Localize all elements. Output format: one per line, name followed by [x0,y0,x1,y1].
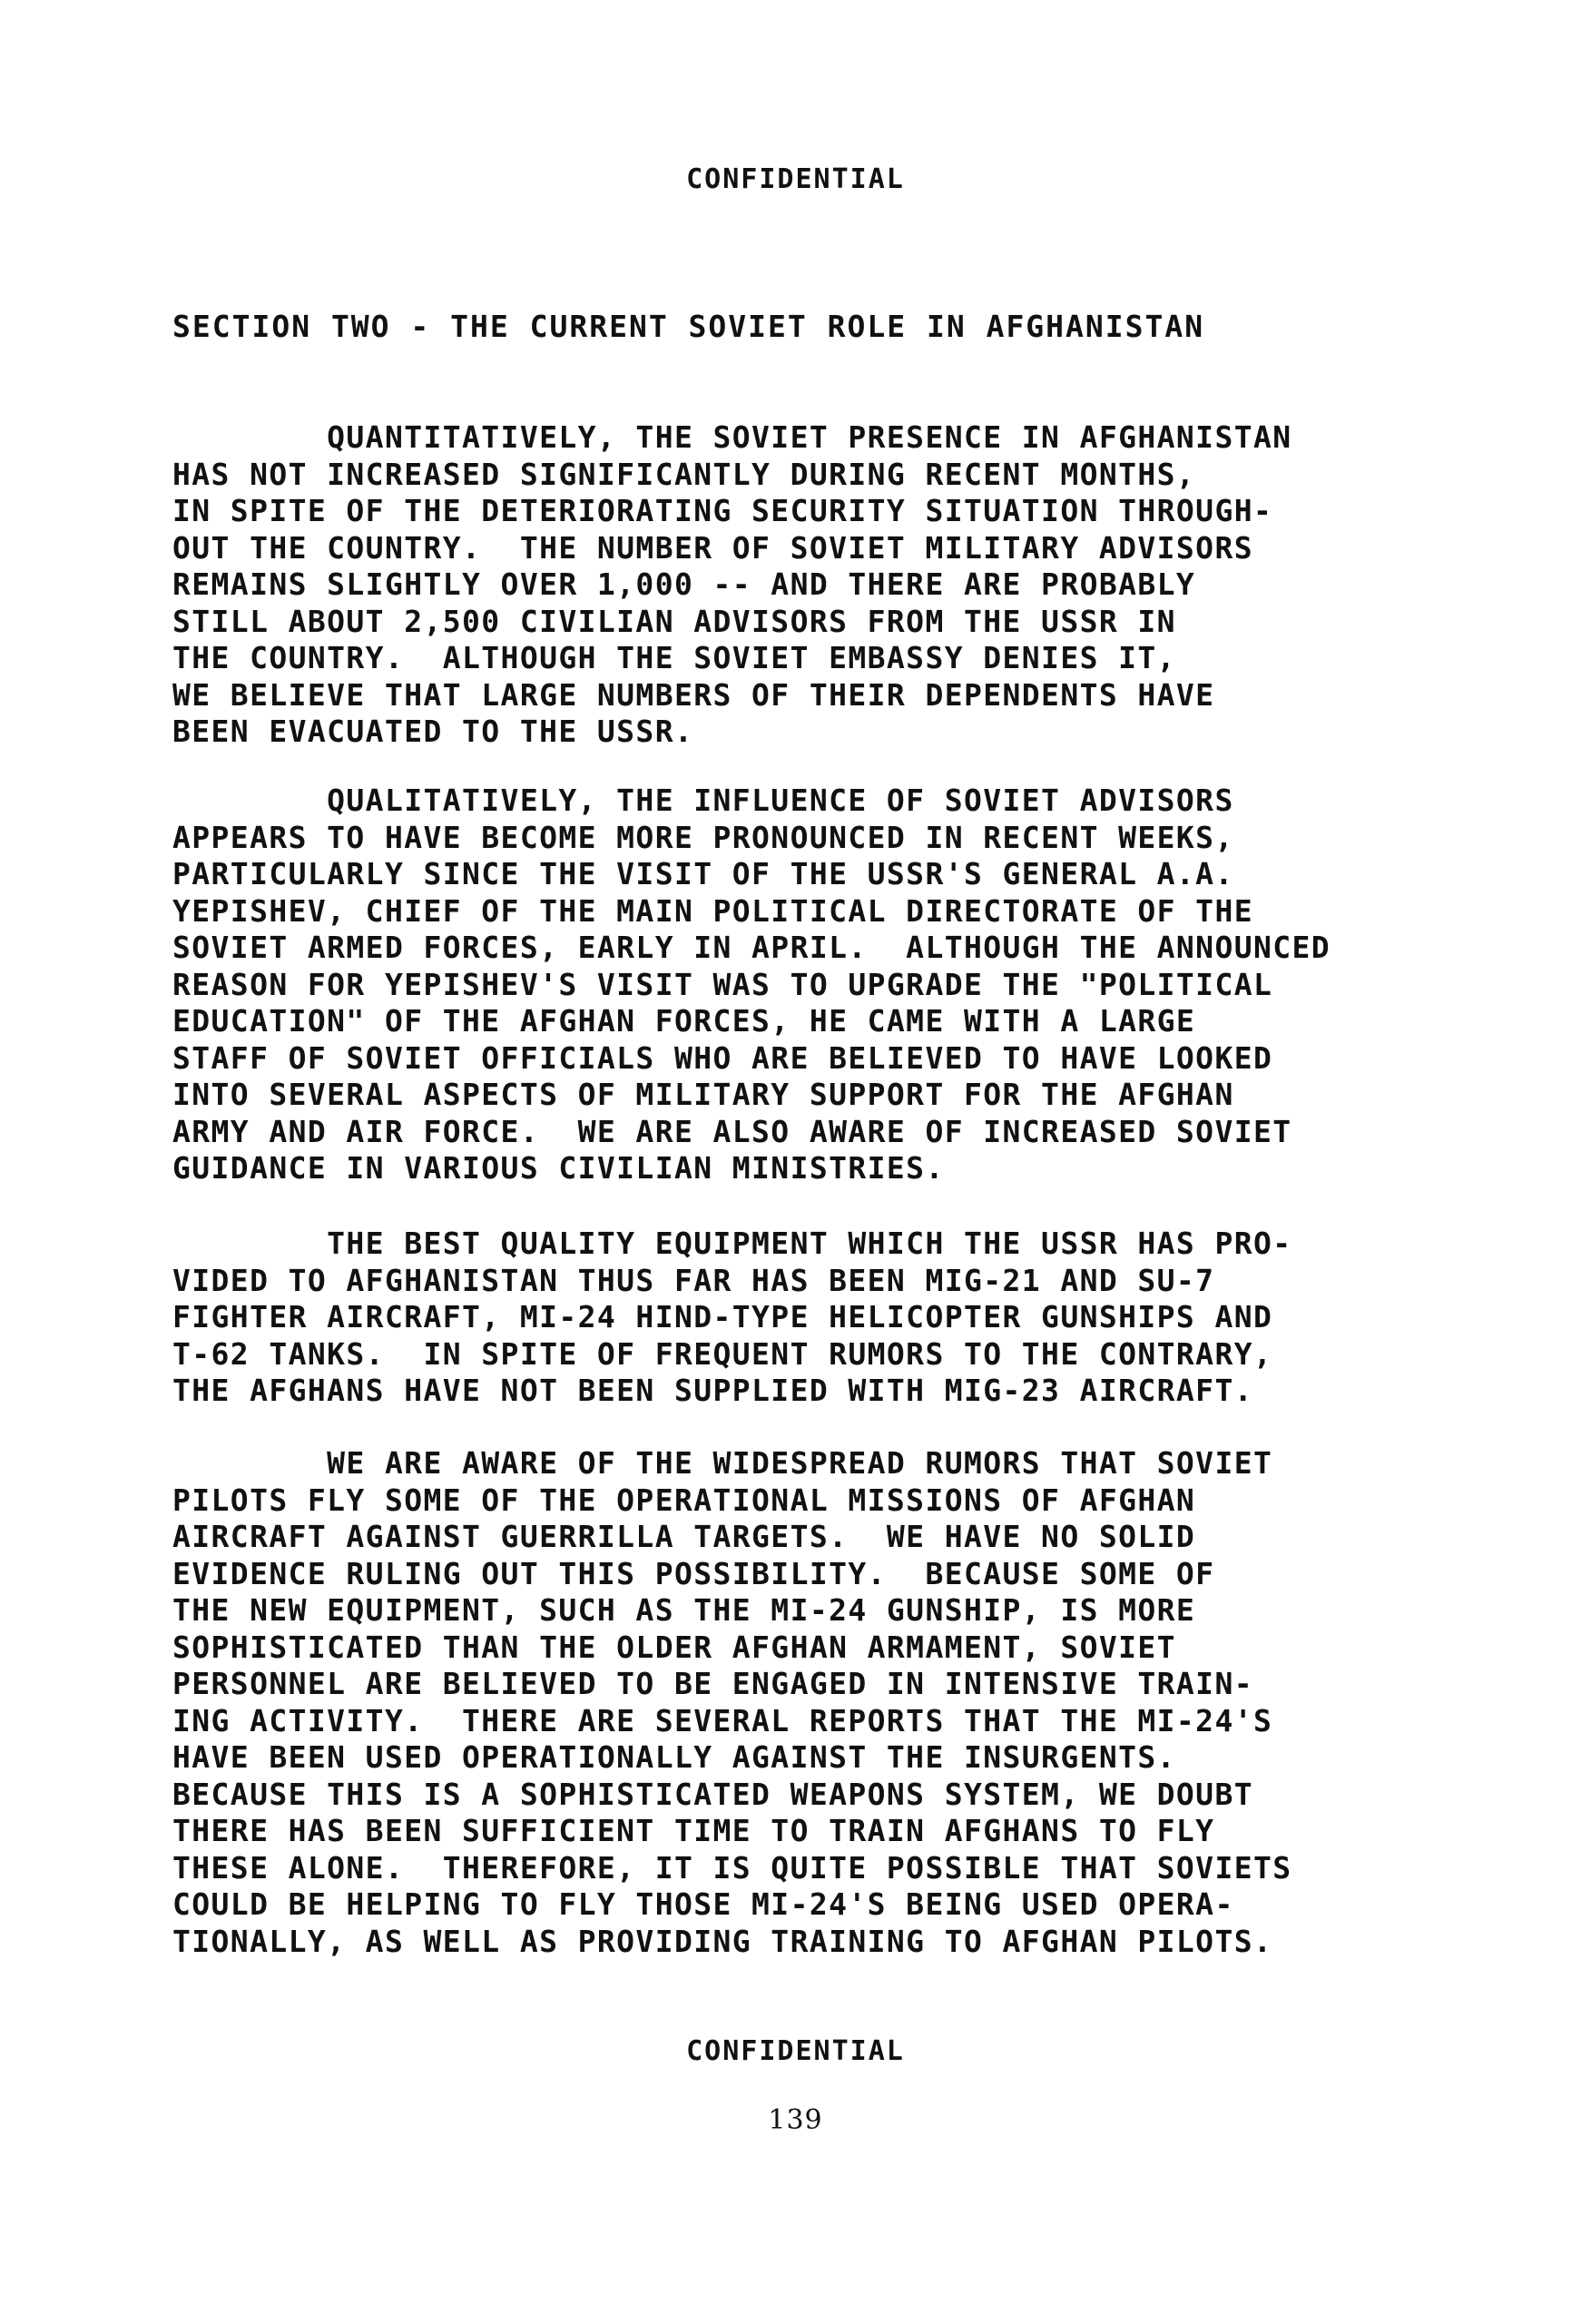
page-number: 139 [768,2104,823,2136]
paragraph-soviet-pilots: WE ARE AWARE OF THE WIDESPREAD RUMORS THAT SOVIET PILOTS FLY SOME OF THE OPERATIONAL MISSIONS OF AFGHAN AIRCRAFT AGAINST GUERRILLA TARGETS. WE HAVE NO SOLID EVIDENCE RULING OUT THIS POSSIBILITY. BECAUSE SOME OF THE NEW EQUIPMENT, SUCH AS THE MI-24 GUNSHIP, IS MORE SOPHISTICATED THAN THE OLDER AFGHAN ARMAMENT, SOVIET PERSONNEL ARE BELIEVED TO BE ENGAGED IN INTENSIVE TRAIN- ING ACTIVITY. THERE ARE SEVERAL REPORTS THAT THE MI-24'S HAVE BEEN USED OPERATIONALLY AGAINST THE INSURGENTS. BECAUSE THIS IS A SOPHISTICATED WEAPONS SYSTEM, WE DOUBT THERE HAS BEEN SUFFICIENT TIME TO TRAIN AFGHANS TO FLY THESE ALONE. THEREFORE, IT IS QUITE POSSIBLE THAT SOVIETS COULD BE HELPING TO FLY THOSE MI-24'S BEING USED OPERA- TIONALLY, AS WELL AS PROVIDING TRAINING TO AFGHAN PILOTS. [172,1445,1292,1959]
paragraph-quantitative-presence: QUANTITATIVELY, THE SOVIET PRESENCE IN AFGHANISTAN HAS NOT INCREASED SIGNIFICANTLY DURING RECENT MONTHS, IN SPITE OF THE DETERIORATING SECURITY SITUATION THROUGH- OUT THE COUNTRY. THE NUMBER OF SOVIET MILITARY ADVISORS REMAINS SLIGHTLY OVER 1,000 -- AND THERE ARE PROBABLY STILL ABOUT 2,500 CIVILIAN ADVISORS FROM THE USSR IN THE COUNTRY. ALTHOUGH THE SOVIET EMBASSY DENIES IT, WE BELIEVE THAT LARGE NUMBERS OF THEIR DEPENDENTS HAVE BEEN EVACUATED TO THE USSR. [172,419,1292,749]
paragraph-equipment-provided: THE BEST QUALITY EQUIPMENT WHICH THE USSR HAS PRO- VIDED TO AFGHANISTAN THUS FAR HAS BEEN MIG-21 AND SU-7 FIGHTER AIRCRAFT, MI-24 HIND-TYPE HELICOPTER GUNSHIPS AND T-62 TANKS. IN SPITE OF FREQUENT RUMORS TO THE CONTRARY, THE AFGHANS HAVE NOT BEEN SUPPLIED WITH MIG-23 AIRCRAFT. [172,1226,1292,1408]
section-heading: SECTION TWO - THE CURRENT SOVIET ROLE IN AFGHANISTAN [172,309,1205,344]
paragraph-qualitative-influence: QUALITATIVELY, THE INFLUENCE OF SOVIET ADVISORS APPEARS TO HAVE BECOME MORE PRONOUNCED IN RECENT WEEKS, PARTICULARLY SINCE THE VISIT OF THE USSR'S GENERAL A.A. YEPISHEV, CHIEF OF THE MAIN POLITICAL DIRECTORATE OF THE SOVIET ARMED FORCES, EARLY IN APRIL. ALTHOUGH THE ANNOUNCED REASON FOR YEPISHEV'S VISIT WAS TO UPGRADE THE "POLITICAL EDUCATION" OF THE AFGHAN FORCES, HE CAME WITH A LARGE STAFF OF SOVIET OFFICIALS WHO ARE BELIEVED TO HAVE LOOKED INTO SEVERAL ASPECTS OF MILITARY SUPPORT FOR THE AFGHAN ARMY AND AIR FORCE. WE ARE ALSO AWARE OF INCREASED SOVIET GUIDANCE IN VARIOUS CIVILIAN MINISTRIES. [172,783,1331,1186]
top-classification-marking: CONFIDENTIAL [686,163,905,195]
bottom-classification-marking: CONFIDENTIAL [686,2035,905,2067]
